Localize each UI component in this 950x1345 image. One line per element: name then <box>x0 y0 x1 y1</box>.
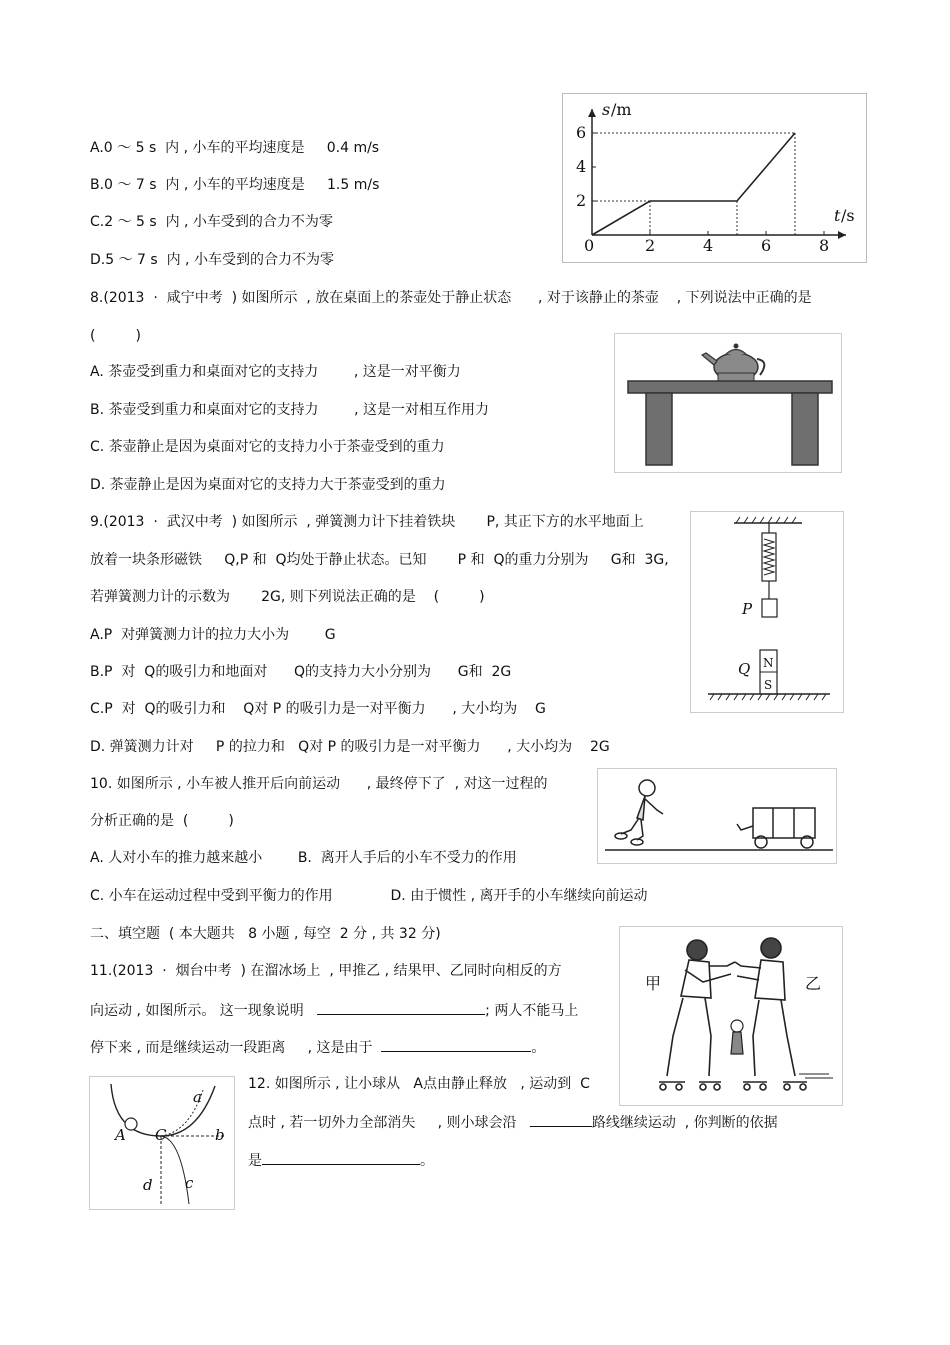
x-axis-arrow <box>838 231 846 239</box>
cart-push-figure <box>597 768 837 864</box>
q10-stem-line1: 10. 如图所示 , 小车被人推开后向前运动 , 最终停下了 , 对这一过程的 <box>90 776 548 792</box>
spring-scale-icon <box>762 523 776 599</box>
q10-options-cd: C. 小车在运动过程中受到平衡力的作用 D. 由于惯性 , 离开手的小车继续向前运动 <box>90 888 648 904</box>
label-a-point: A <box>115 1126 126 1144</box>
q7-option-b: B.0 ～ 7 s 内 , 小车的平均速度是 1.5 m/s <box>90 177 380 193</box>
x-tick-label: 4 <box>703 236 714 255</box>
label-n: N <box>763 656 774 670</box>
label-path-c: c <box>185 1174 194 1192</box>
q10-options-ab: A. 人对小车的推力越来越小 B. 离开人手后的小车不受力的作用 <box>90 850 517 866</box>
label-q: Q <box>738 660 751 678</box>
q8-option-b: B. 茶壶受到重力和桌面对它的支持力 , 这是一对相互作用力 <box>90 402 490 418</box>
ball-track-figure <box>89 1076 235 1210</box>
person-icon <box>615 780 663 845</box>
x-axis-unit: /s <box>841 206 855 225</box>
label-path-d: d <box>143 1176 153 1194</box>
x-tick-label: 0 <box>584 236 595 255</box>
q12-answer-blank-2[interactable] <box>262 1150 420 1165</box>
label-path-a: a <box>193 1088 202 1106</box>
q11-line1: 11.(2013 · 烟台中考 ) 在溜冰场上 , 甲推乙 , 结果甲、乙同时向相反的方 <box>90 963 562 979</box>
x-tick-label: 8 <box>819 236 830 255</box>
q11-line3: 停下来 , 而是继续运动一段距离 , 这是由于 。 <box>90 1037 545 1057</box>
child-icon <box>731 1020 743 1054</box>
label-s: S <box>764 678 773 692</box>
table-shape <box>628 381 832 465</box>
q9-stem-line2: 放着一块条形磁铁 Q,P 和 Q均处于静止状态。已知 P 和 Q的重力分别为 G和 3G, <box>90 552 669 568</box>
q10-stem-line2: 分析正确的是 ( ) <box>90 813 234 829</box>
teapot-icon <box>702 344 764 382</box>
q8-option-c: C. 茶壶静止是因为桌面对它的支持力小于茶壶受到的重力 <box>90 439 445 455</box>
x-tick-label: 6 <box>761 236 772 255</box>
ball-icon <box>125 1118 137 1130</box>
q8-stem-line1: 8.(2013 · 咸宁中考 ) 如图所示 , 放在桌面上的茶壶处于静止状态 , 对于该静止的茶壶 , 下列说法中正确的是 <box>90 290 812 306</box>
skaters-figure <box>619 926 843 1106</box>
skater-left-icon <box>659 940 735 1090</box>
y-axis-var: s <box>602 100 611 119</box>
q7-option-a: A.0 ～ 5 s 内 , 小车的平均速度是 0.4 m/s <box>90 140 380 156</box>
spring-magnet-figure <box>690 511 844 713</box>
q7-option-d: D.5 ～ 7 s 内 , 小车受到的合力不为零 <box>90 252 334 268</box>
q9-stem-line3: 若弹簧测力计的示数为 2G, 则下列说法正确的是 ( ) <box>90 589 485 605</box>
x-axis-var: t <box>834 206 841 225</box>
q12-line3: 是 。 <box>248 1150 434 1170</box>
q9-option-c: C.P 对 Q的吸引力和 Q对 P 的吸引力是一对平衡力 , 大小均为 G <box>90 701 546 717</box>
q9-option-a: A.P 对弹簧测力计的拉力大小为 G <box>90 627 336 643</box>
q12-answer-blank-1[interactable] <box>530 1112 592 1127</box>
series-line <box>592 133 795 235</box>
x-tick-label: 2 <box>645 236 656 255</box>
q11-answer-blank-1[interactable] <box>317 1000 485 1015</box>
cart-icon <box>737 808 815 848</box>
label-p: P <box>742 600 753 618</box>
q11-line2: 向运动 , 如图所示。 这一现象说明 ; 两人不能马上 <box>90 1000 578 1020</box>
label-jia: 甲 <box>645 974 662 993</box>
label-yi: 乙 <box>805 974 822 993</box>
bar-magnet-q <box>760 650 777 694</box>
q9-option-d: D. 弹簧测力计对 P 的拉力和 Q对 P 的吸引力是一对平衡力 , 大小均为 2G <box>90 739 610 755</box>
q8-option-d: D. 茶壶静止是因为桌面对它的支持力大于茶壶受到的重力 <box>90 477 446 493</box>
q12-line1: 12. 如图所示 , 让小球从 A点由静止释放 , 运动到 C <box>248 1076 590 1092</box>
skater-right-icon <box>735 938 807 1090</box>
label-c-point: C <box>155 1126 167 1144</box>
y-axis-arrow <box>588 109 596 117</box>
q9-stem-line1: 9.(2013 · 武汉中考 ) 如图所示 , 弹簧测力计下挂着铁块 P, 其正下方的水平地面上 <box>90 514 644 530</box>
label-path-b: b <box>215 1126 225 1144</box>
q11-answer-blank-2[interactable] <box>381 1037 531 1052</box>
y-tick-label: 2 <box>576 191 587 210</box>
iron-block-p <box>762 599 777 617</box>
y-tick-label: 6 <box>576 123 587 142</box>
y-axis-unit: /m <box>611 100 632 119</box>
q8-option-a: A. 茶壶受到重力和桌面对它的支持力 , 这是一对平衡力 <box>90 364 461 380</box>
teapot-table-figure <box>614 333 842 473</box>
section-title: 二、填空题 ( 本大题共 8 小题 , 每空 2 分 , 共 32 分) <box>90 926 441 942</box>
y-tick-label: 4 <box>576 157 587 176</box>
q9-option-b: B.P 对 Q的吸引力和地面对 Q的支持力大小分别为 G和 2G <box>90 664 512 680</box>
q12-line2: 点时 , 若一切外力全部消失 , 则小球会沿 路线继续运动 , 你判断的依据 <box>248 1112 778 1132</box>
q7-option-c: C.2 ～ 5 s 内 , 小车受到的合力不为零 <box>90 214 333 230</box>
q8-stem-line2: ( ) <box>90 328 141 344</box>
s-t-graph <box>562 93 867 263</box>
